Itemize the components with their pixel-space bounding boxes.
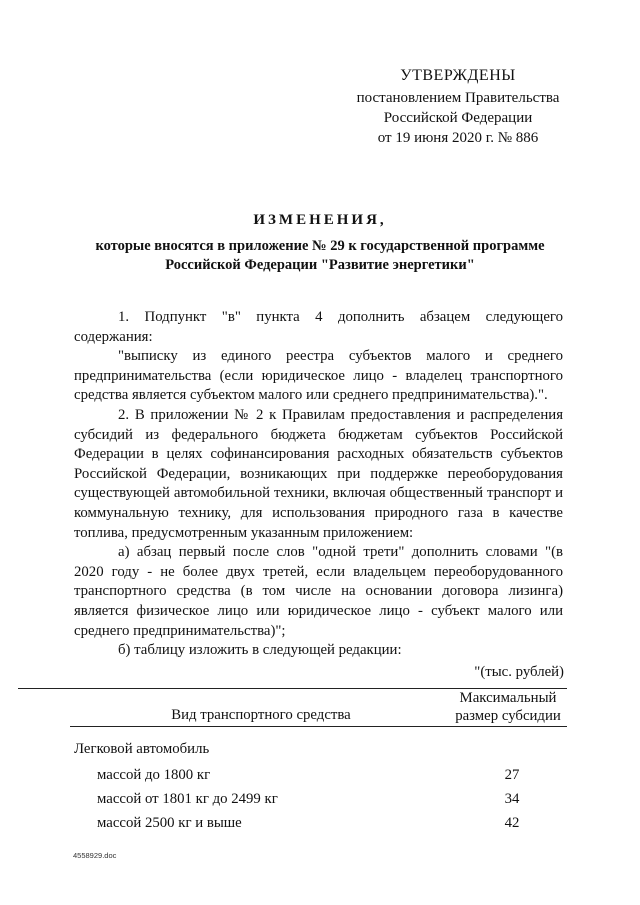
table-category-name: Легковой автомобиль [74,741,210,757]
table-header-max-subsidy [448,689,568,725]
paragraph-4: а) абзац первый после слов "одной трети" дополнить словами "(в 2020 году - не более двух третей, если владельцем переоборудованного транспортного средства (в том числе на основании договора лизинга) является физическое лицо или юридическое лицо - субъект малого или среднего предпринимательства)"; [74,544,563,639]
table-header-rule [70,726,567,727]
document-code: 4558929.doc [73,851,117,860]
document-body [74,308,563,661]
table-header-vehicle-type: Вид транспортного средства [171,707,351,723]
table-header-max-subsidy-line1: Максимальный [459,690,557,706]
paragraph-2: "выписку из единого реестра субъектов малого и среднего предпринимательства (если юридическое лицо - владелец транспортного средства является субъектом малого или среднего предпринимательства).". [74,348,563,404]
table-row-value: 27 [504,767,520,783]
table-row-value: 42 [504,815,520,831]
title-subheading: которые вносятся в приложение № 29 к государственной программе Российской Федерации "Развитие энергетики" [95,238,545,273]
document-title [60,212,580,275]
paragraph-3: 2. В приложении № 2 к Правилам предоставления и распределения субсидий из федерального бюджета бюджетам субъектов Российской Федерации в целях софинансирования расходных обязательств субъектов Российской Федерации, возникающих при поддержке переоборудования существующей автомобильной техники, включая общественный транспорт и коммунальную технику, для использования природного газа в качестве топлива, предусмотренным указанным приложением: [74,406,563,541]
paragraph-1: 1. Подпункт "в" пункта 4 дополнить абзацем следующего содержания: [74,309,563,345]
title-heading: ИЗМЕНЕНИЯ, [253,212,387,228]
paragraph-5: б) таблицу изложить в следующей редакции: [118,642,402,659]
table-units: "(тыс. рублей) [474,664,564,680]
table-row-value: 34 [504,791,520,807]
table-row-name: массой от 1801 кг до 2499 кг [97,791,278,807]
table-row-name: массой 2500 кг и выше [97,815,242,831]
approval-government: Российской Федерации [383,110,533,126]
table-header-max-subsidy-line2: размер субсидии [455,708,561,724]
approval-title: УТВЕРЖДЕНЫ [400,67,516,84]
approval-decree: постановлением Правительства [356,90,560,106]
approval-date-number: от 19 июня 2020 г. № 886 [377,130,539,146]
table-row-name: массой до 1800 кг [97,767,211,783]
approval-block [338,66,578,148]
